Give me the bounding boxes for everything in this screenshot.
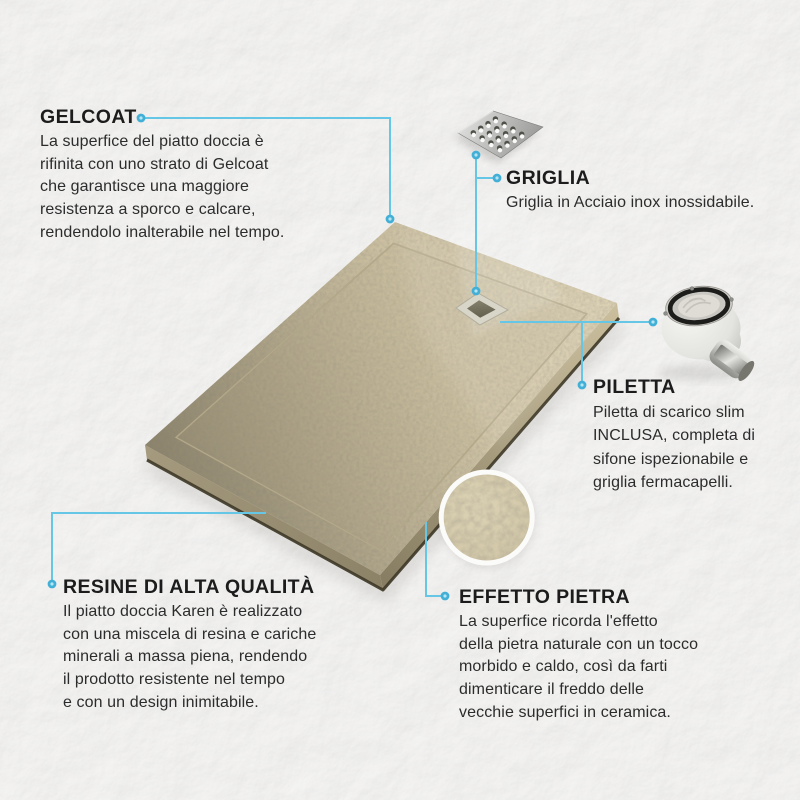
callout-piletta-title: PILETTA (593, 376, 676, 398)
stone-texture-circle (439, 470, 536, 570)
callout-resine-text: Il piatto doccia Karen è realizzato con una miscela di resina e cariche minerali a massa piena, rendendo il prodotto resistente nel tempo e con un design inimitabile. (63, 603, 317, 711)
callout-gelcoat-text: La superfice del piatto doccia è rifinita con uno strato di Gelcoat che garantisce una maggiore resistenza a sporco e calcare, rendendolo inalterabile nel tempo. (40, 133, 285, 241)
callout-griglia-text: Griglia in Acciaio inox inossidabile. (506, 194, 755, 211)
callout-resine-title: RESINE DI ALTA QUALITÀ (63, 576, 315, 598)
callout-resine (63, 576, 408, 715)
callout-gelcoat-title: GELCOAT (40, 106, 137, 128)
callout-griglia (506, 167, 798, 215)
callout-piletta-text: Piletta di scarico slim INCLUSA, completa di sifone ispezionabile e griglia fermacapelli. (593, 404, 756, 491)
callout-effetto (459, 586, 779, 725)
callout-piletta (593, 376, 800, 494)
callout-griglia-title: GRIGLIA (506, 167, 591, 189)
callout-effetto-title: EFFETTO PIETRA (459, 586, 630, 608)
callout-effetto-text: La superfice ricorda l'effetto della pietra naturale con un tocco morbido e caldo, così da farti dimenticare il freddo delle vecchie superfici in ceramica. (459, 613, 699, 721)
callout-gelcoat (40, 106, 380, 245)
